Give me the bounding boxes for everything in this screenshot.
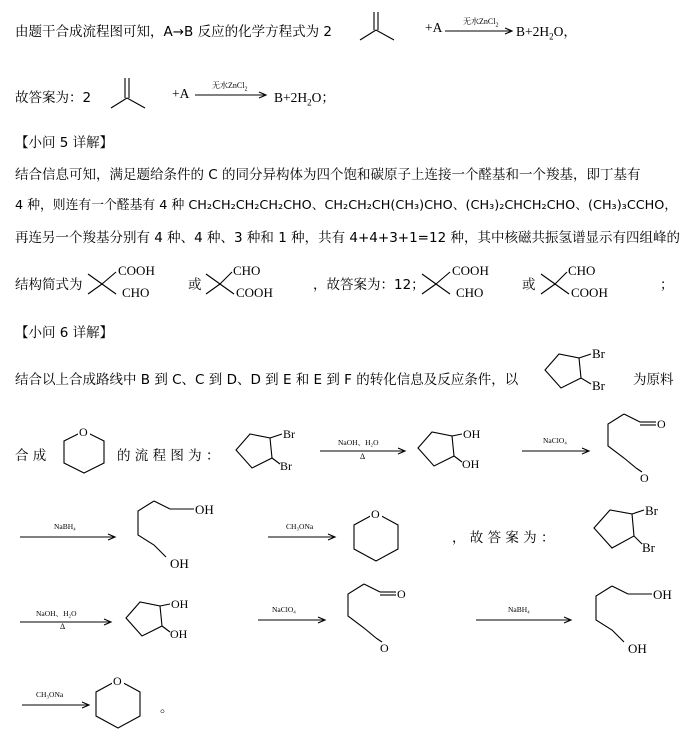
synthesis-prefix: 合 成 (15, 448, 47, 464)
svg-text:Br: Br (645, 503, 658, 518)
structure-q5-c (422, 262, 512, 302)
reagent-nabh4-2: NaBH₄ (508, 605, 530, 614)
arrow-nabh4 (20, 533, 120, 541)
svg-text:O: O (79, 425, 88, 439)
reagent-naclo4: NaClO₄ (543, 436, 567, 445)
answer-pentanedial (340, 580, 420, 655)
arrow-ch3ona (268, 533, 340, 541)
svg-text:CHO: CHO (233, 263, 261, 278)
svg-text:Br: Br (283, 427, 295, 441)
arrow-nabh4-2 (476, 616, 576, 624)
svg-text:OH: OH (170, 556, 189, 571)
structure-q5-d (541, 262, 636, 302)
reagent-naclo4-2: NaClO₄ (272, 605, 296, 614)
plus-a-text: +A (425, 20, 443, 35)
svg-text:OH: OH (171, 597, 189, 611)
delta-symbol: Δ (360, 452, 366, 461)
final-period: 。 (160, 700, 174, 716)
delta-symbol-2: Δ (60, 622, 66, 631)
svg-text:O: O (397, 587, 406, 601)
q6-heading: 【小问 6 详解】 (15, 325, 114, 341)
svg-text:CHO: CHO (122, 285, 150, 300)
product-text: $B+2H_2O$， (516, 24, 577, 42)
svg-text:CHO: CHO (568, 263, 596, 278)
or-text-2: 或 (522, 277, 536, 293)
reagent-naoh-2: NaOH、H₂O (36, 609, 77, 618)
reaction-arrow-2 (195, 91, 270, 99)
flow-cyclopentanediol (414, 424, 489, 474)
answer-tetrahydropyran (92, 672, 148, 734)
flow-dibromide (232, 426, 312, 476)
plus-a-text-2: +A (172, 86, 190, 101)
svg-text:OH: OH (462, 457, 480, 471)
arrow-ch3ona-2 (22, 701, 94, 709)
svg-text:O: O (371, 507, 380, 521)
answer-cyclopentanediol (122, 594, 197, 644)
structure-q5-a (88, 262, 178, 302)
svg-text:COOH: COOH (236, 285, 273, 300)
svg-text:Br: Br (592, 378, 605, 393)
arrow-naclo4 (522, 447, 594, 455)
acetone-structure-answer (107, 74, 167, 118)
svg-text:CHO: CHO (456, 285, 484, 300)
dibromocyclopentane-structure (537, 348, 617, 398)
answer-dibromide (590, 500, 680, 560)
q5-paragraph-2: 4 种，则连有一个醛基有 4 种 CH₂CH₂CH₂CH₂CHO、CH₂CH₂CH(CH₃)CHO、(CH₃)₂CHCH₂CHO、(CH₃)₃CCHO， (15, 198, 678, 213)
flow-label: 的 流 程 图 为 ： (117, 448, 220, 464)
svg-text:O: O (640, 471, 649, 485)
reaction-arrow (445, 27, 515, 35)
q5-structure-label: 结构简式为 (15, 277, 83, 293)
q5-paragraph-3: 再连另一个羧基分别有 4 种、4 种、3 种和 1 种，共有 4+4+3+1=12 种，其中核磁共振氢谱显示有四组峰的 (15, 230, 680, 246)
answer-label: ， 故 答 案 为 ： (452, 530, 555, 546)
equation-intro-text: 由题干合成流程图可知，A→B 反应的化学方程式为 2 (15, 24, 332, 40)
svg-text:OH: OH (463, 427, 481, 441)
q6-paragraph-1: 结合以上合成路线中 B 到 C、C 到 D、D 到 E 和 E 到 F 的转化信息及反应条件，以 (15, 372, 519, 388)
svg-text:OH: OH (170, 627, 188, 641)
reagent-nabh4: NaBH₄ (54, 522, 76, 531)
q5-paragraph-1: 结合信息可知，满足题给条件的 C 的同分异构体为四个饱和碳原子上连接一个醛基和一个羧基，即丁基有 (15, 167, 641, 183)
svg-text:O: O (113, 674, 122, 688)
q5-answer-text: ，故答案为：12； (313, 277, 425, 293)
svg-text:Br: Br (642, 540, 655, 555)
svg-text:COOH: COOH (452, 263, 489, 278)
flow-pentanedial (600, 410, 680, 485)
svg-text:Br: Br (592, 346, 605, 361)
raw-material-text: 为原料 (633, 372, 674, 388)
svg-text:OH: OH (195, 502, 214, 517)
svg-text:OH: OH (628, 641, 647, 656)
flow-tetrahydropyran (350, 505, 406, 567)
svg-text:COOH: COOH (571, 285, 608, 300)
tetrahydropyran-target (60, 425, 110, 477)
product-text-2: $B+2H_2O$； (274, 90, 335, 108)
reagent-ch3ona: CH₃ONa (286, 522, 314, 531)
arrow-naclo4-2 (258, 616, 330, 624)
reagent-zncl2-2: 无水ZnCl$_2$ (212, 81, 248, 93)
acetone-structure (352, 10, 412, 50)
structure-q5-b (206, 262, 301, 302)
reagent-naoh: NaOH、H₂O (338, 438, 379, 447)
answer-pentanediol (588, 580, 688, 655)
svg-text:O: O (657, 417, 666, 431)
q5-end-punct: ； (660, 277, 674, 293)
reagent-zncl2: 无水ZnCl$_2$ (463, 17, 499, 29)
svg-text:OH: OH (653, 587, 672, 602)
flow-pentanediol (130, 495, 230, 570)
reagent-ch3ona-2: CH₃ONa (36, 690, 64, 699)
answer-prefix: 故答案为：2 (15, 90, 92, 106)
or-text-1: 或 (188, 277, 202, 293)
q5-heading: 【小问 5 详解】 (15, 135, 114, 151)
svg-text:O: O (380, 641, 389, 655)
svg-text:Br: Br (280, 459, 292, 473)
svg-text:COOH: COOH (118, 263, 155, 278)
arrow-naoh-2 (20, 618, 116, 626)
